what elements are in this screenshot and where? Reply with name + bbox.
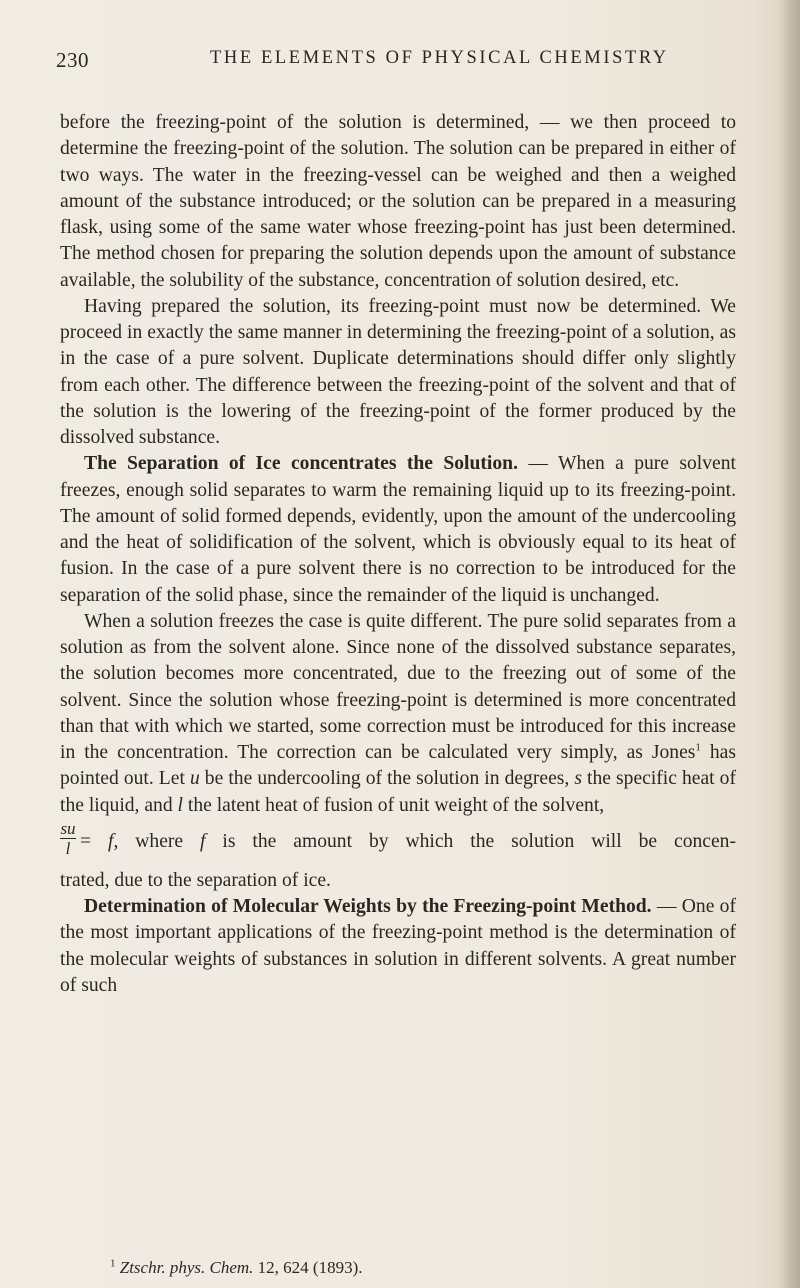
text-run: has pointed out. Let bbox=[60, 742, 736, 790]
fraction-denominator: l bbox=[65, 838, 71, 858]
footnote bbox=[110, 1258, 710, 1278]
equals-sign: = bbox=[80, 830, 108, 852]
footnote-reference: 1 bbox=[695, 741, 701, 754]
formula-text bbox=[80, 829, 736, 855]
paragraph-solution-freezes bbox=[60, 609, 736, 819]
text-run: the latent heat of fusion of unit weight of the solvent, bbox=[183, 794, 605, 816]
footnote-journal: Ztschr. phys. Chem. bbox=[119, 1258, 254, 1277]
page-edge-shadow bbox=[778, 0, 800, 1288]
paragraph-molecular-weights bbox=[60, 894, 736, 999]
footnote-reference-text: 12, 624 (1893). bbox=[253, 1258, 363, 1277]
paragraph-ice-separation-text: — When a pure solvent freezes, enough solid separates to warm the remaining liquid up to its freezing-point. The amount of solid formed depends, evidently, upon the amount of the undercooling and the heat of solidification of the solvent, which is obviously equal to its heat of fusion. In the case of a pure solvent there is no correction to be introduced for the separation of the solid phase, since the remainder of the liquid is unchanged. bbox=[60, 453, 736, 606]
fraction-su-over-l bbox=[60, 819, 76, 858]
footnote-mark: 1 bbox=[110, 1257, 116, 1270]
section-heading-molecular-weights: Determination of Molecular Weights by the Freezing-point Method. bbox=[84, 896, 652, 917]
paragraph-continuation: before the freezing-point of the solution is determined, — we then proceed to determine the freezing-point of the solution. The solution can be prepared in either of two ways. The water in the freezing-vessel can be weighed and then a weighed amount of the substance introduced; or the solution can be prepared in a measuring flask, using some of the same water whose freezing-point has just been determined. The method chosen for preparing the solution depends upon the amount of substance available, the solubility of the substance, concentration of solution desired, etc. bbox=[60, 112, 736, 291]
text-run: be the undercooling of the solution in degrees, bbox=[199, 768, 575, 790]
symbol-f: f bbox=[107, 830, 114, 852]
section-heading-ice-separation: The Separation of Ice concentrates the Solution. bbox=[84, 453, 518, 475]
running-head: THE ELEMENTS OF PHYSICAL CHEMISTRY bbox=[210, 48, 669, 68]
page-number: 230 bbox=[56, 48, 89, 72]
symbol-f: f bbox=[200, 830, 206, 852]
text-run: , where bbox=[113, 830, 201, 852]
paragraph-continuation-ice: trated, due to the separation of ice. bbox=[60, 869, 331, 891]
symbol-l: l bbox=[177, 794, 183, 816]
paragraph-determining-freezing-point: Having prepared the solution, its freezing-point must now be determined. We proceed in exactly the same manner in determining the freezing-point of a solution, as in the case of a pure solvent. Duplicate determinations should differ only slightly from each other. The difference between the freezing-point of the solvent and that of the solution is the lowering of the freezing-point of the former produced by the dissolved substance. bbox=[60, 295, 736, 448]
paragraph-ice-separation bbox=[60, 451, 736, 609]
text-run: the specific heat of the liquid, and bbox=[60, 768, 736, 816]
symbol-u: u bbox=[189, 768, 200, 790]
symbol-s: s bbox=[574, 768, 582, 790]
page-header bbox=[56, 48, 736, 78]
formula-line bbox=[60, 819, 736, 868]
text-run: When a solution freezes the case is quite different. The pure solid separates from a solution as from the solvent alone. Since none of the dissolved substance separates, the solution becomes more concentrated, due to the freezing out of some of the solvent. Since the solution whose freezing-point is determined is more concentrated than that with which we started, some correction must be introduced for this increase in the concentration. The correction can be calculated very simply, as Jones bbox=[60, 610, 736, 763]
body-text bbox=[60, 110, 736, 999]
text-run: is the amount by which the solution will be concen- bbox=[205, 830, 737, 852]
fraction-numerator: su bbox=[60, 818, 76, 838]
paragraph-molecular-weights-text: — One of the most important applications of the freezing-point method is the determination of the molecular weights of substances in solution in different solvents. A great number of such bbox=[60, 896, 737, 996]
